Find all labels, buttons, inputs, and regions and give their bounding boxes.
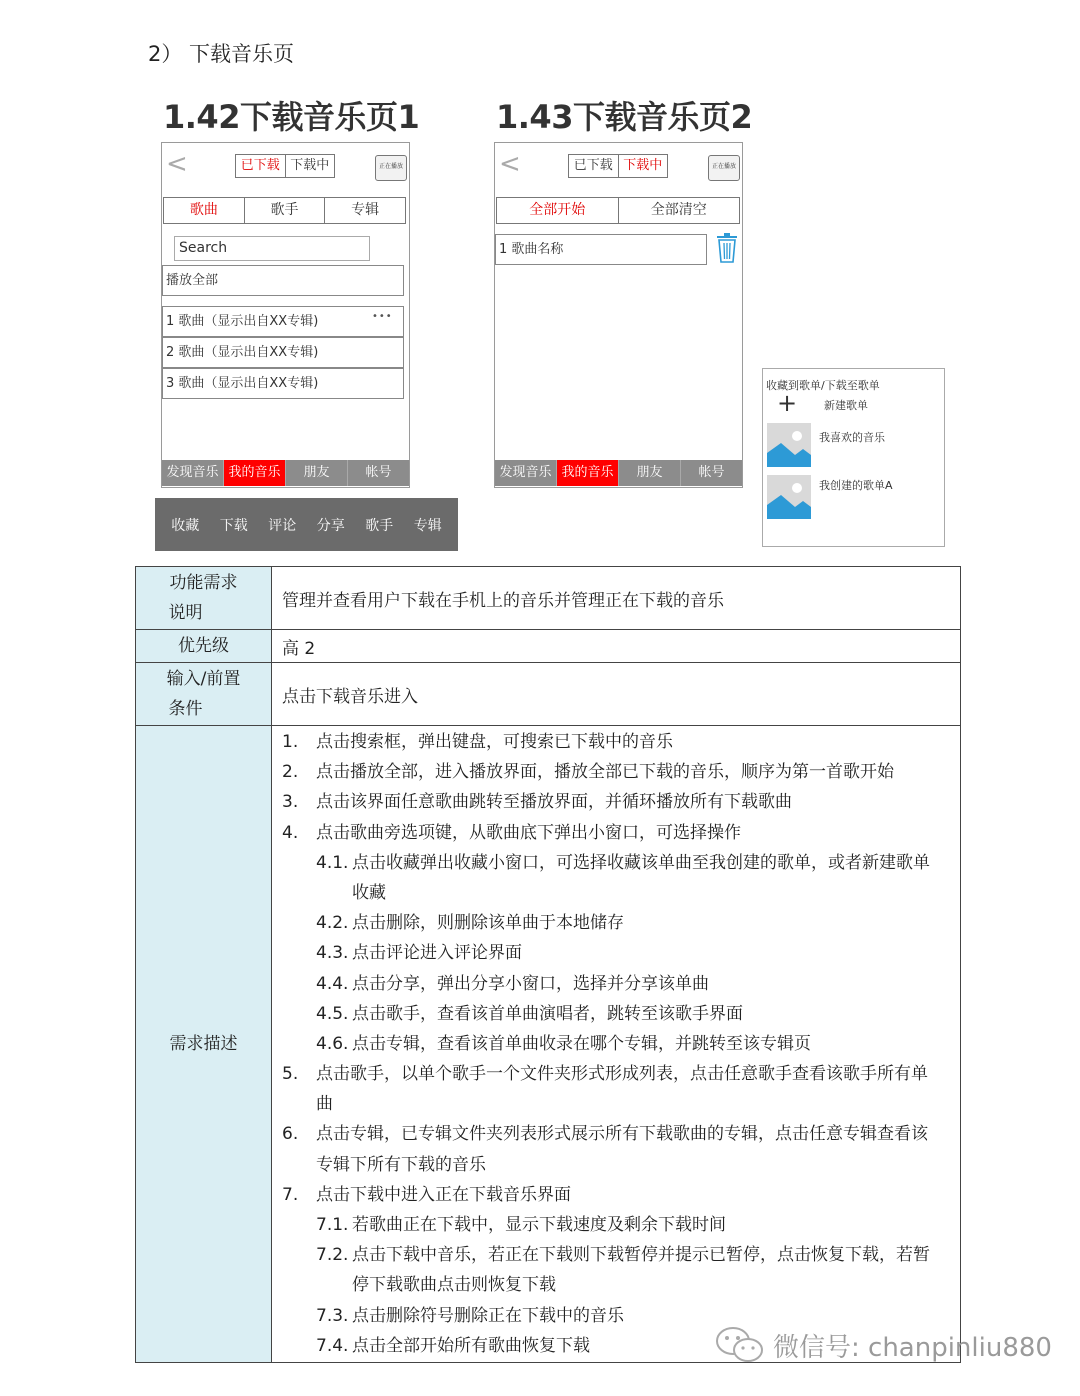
song-title: 3 歌曲（显示出自XX专辑) xyxy=(166,376,319,391)
collect-popup xyxy=(762,368,945,547)
trash-icon[interactable] xyxy=(716,233,738,267)
image-placeholder-icon xyxy=(767,475,811,519)
start-all-button[interactable]: 全部开始 xyxy=(529,202,586,218)
nav-discover[interactable]: 发现音乐 xyxy=(166,465,219,480)
plus-icon[interactable]: + xyxy=(777,389,798,417)
requirement-line xyxy=(282,727,959,757)
func-label xyxy=(136,567,272,630)
priority-value: 高 2 xyxy=(272,630,961,663)
song-title: 1 歌曲（显示出自XX专辑) xyxy=(166,314,319,329)
requirement-text: 点击删除，则删除该单曲于本地储存 xyxy=(352,913,624,934)
nav-my-music[interactable]: 我的音乐 xyxy=(223,460,285,486)
requirement-number: 4.3. xyxy=(316,943,349,964)
watermark xyxy=(715,1325,1052,1365)
label-line: 功能需求 xyxy=(169,573,238,593)
requirement-number: 4.4. xyxy=(316,973,349,994)
input-value: 点击下载音乐进入 xyxy=(272,663,961,726)
requirement-number: 7.2. xyxy=(316,1245,349,1266)
requirement-line xyxy=(282,1180,959,1210)
requirement-line xyxy=(282,1029,959,1059)
requirement-number: 6. xyxy=(282,1124,299,1145)
table-row xyxy=(136,726,961,1363)
requirement-number: 1. xyxy=(282,732,299,752)
action-favorite[interactable]: 收藏 xyxy=(171,517,200,534)
tab-songs[interactable]: 歌曲 xyxy=(189,202,218,218)
mock2-title: 1.43下载音乐页2 xyxy=(496,98,753,136)
nav-discover[interactable]: 发现音乐 xyxy=(499,465,552,480)
wechat-icon xyxy=(715,1325,765,1365)
requirement-text: 点击收藏弹出收藏小窗口，可选择收藏该单曲至我创建的歌单，或者新建歌单 xyxy=(352,852,930,873)
nav-account[interactable]: 帐号 xyxy=(680,460,742,486)
bottom-nav xyxy=(162,460,409,486)
func-value: 管理并查看用户下载在手机上的音乐并管理正在下载的音乐 xyxy=(272,567,961,630)
label-line: 说明 xyxy=(168,603,203,623)
back-icon[interactable]: < xyxy=(499,149,521,179)
tab-downloading[interactable]: 下载中 xyxy=(285,155,335,177)
requirement-line xyxy=(282,1150,959,1180)
requirement-text: 停下载歌曲点击则恢复下载 xyxy=(352,1275,556,1296)
back-icon[interactable]: < xyxy=(166,149,188,179)
requirement-text: 点击歌手，查看该首单曲演唱者，跳转至该歌手界面 xyxy=(352,1003,743,1024)
requirement-line xyxy=(282,878,959,908)
search-input[interactable]: Search xyxy=(174,236,370,261)
requirement-text: 点击播放全部，进入播放界面，播放全部已下载的音乐，顺序为第一首歌开始 xyxy=(316,762,894,783)
requirement-text: 点击下载中进入正在下载音乐界面 xyxy=(316,1184,571,1205)
song-row-2[interactable] xyxy=(162,337,404,368)
action-comment[interactable]: 评论 xyxy=(268,517,297,534)
requirement-number: 4.1. xyxy=(316,852,349,873)
spec-table xyxy=(135,566,961,1363)
input-label xyxy=(136,663,272,726)
requirement-line xyxy=(282,1059,959,1089)
bottom-nav xyxy=(495,460,742,486)
new-playlist-label[interactable]: 新建歌单 xyxy=(824,399,868,412)
requirement-line xyxy=(282,1240,959,1270)
song-title: 1 歌曲名称 xyxy=(499,242,564,257)
nav-account[interactable]: 帐号 xyxy=(347,460,409,486)
table-row xyxy=(136,567,961,630)
requirement-number: 3. xyxy=(282,792,299,813)
requirement-list xyxy=(282,727,959,1361)
tab-albums[interactable]: 专辑 xyxy=(324,198,405,223)
requirement-line xyxy=(282,848,959,878)
requirement-text: 曲 xyxy=(316,1094,333,1115)
image-placeholder-icon xyxy=(767,423,811,467)
nav-my-music[interactable]: 我的音乐 xyxy=(556,460,618,486)
requirement-line xyxy=(282,1270,959,1300)
more-options-icon[interactable]: ••• xyxy=(372,311,393,322)
download-segment xyxy=(235,154,335,178)
requirement-text: 点击专辑，查看该首单曲收录在哪个专辑，并跳转至该专辑页 xyxy=(352,1033,811,1054)
table-row xyxy=(136,663,961,726)
label-line: 输入/前置 xyxy=(166,669,241,689)
action-album[interactable]: 专辑 xyxy=(413,517,442,534)
song-action-bar xyxy=(155,498,458,551)
requirement-line xyxy=(282,969,959,999)
requirement-line xyxy=(282,999,959,1029)
label-line: 条件 xyxy=(168,699,203,719)
requirement-line xyxy=(282,1119,959,1149)
requirement-number: 2. xyxy=(282,762,299,783)
playlist-liked[interactable]: 我喜欢的音乐 xyxy=(819,431,885,444)
requirement-number: 4.6. xyxy=(316,1033,349,1054)
song-row-3[interactable] xyxy=(162,368,404,399)
playlist-created-a[interactable]: 我创建的歌单A xyxy=(819,479,893,492)
nav-friends[interactable]: 朋友 xyxy=(285,460,347,486)
action-download[interactable]: 下载 xyxy=(219,517,248,534)
song-title: 2 歌曲（显示出自XX专辑) xyxy=(166,345,319,360)
requirement-text: 点击全部开始所有歌曲恢复下载 xyxy=(352,1335,590,1356)
tab-downloaded[interactable]: 已下载 xyxy=(573,158,613,173)
clear-all-button[interactable]: 全部清空 xyxy=(618,198,740,223)
requirement-text: 点击删除符号删除正在下载中的音乐 xyxy=(352,1305,624,1326)
nav-friends[interactable]: 朋友 xyxy=(618,460,680,486)
requirement-text: 点击该界面任意歌曲跳转至播放界面，并循环播放所有下载歌曲 xyxy=(316,792,792,813)
requirement-text: 收藏 xyxy=(352,882,386,903)
action-artist[interactable]: 歌手 xyxy=(365,517,394,534)
section-title: 2） 下载音乐页 xyxy=(148,42,295,66)
now-playing-button[interactable]: 正在播放 xyxy=(708,155,740,181)
download-actions xyxy=(496,197,740,224)
requirement-text: 点击下载中音乐，若正在下载则下载暂停并提示已暂停，点击恢复下载，若暂 xyxy=(352,1245,930,1266)
popup-title: 收藏到歌单/下载至歌单 xyxy=(766,379,880,392)
requirement-line xyxy=(282,787,959,817)
desc-value xyxy=(272,726,961,1363)
requirement-number: 7.4. xyxy=(316,1335,349,1356)
requirement-number: 4.5. xyxy=(316,1003,349,1024)
requirement-number: 7. xyxy=(282,1184,299,1205)
requirement-line xyxy=(282,938,959,968)
requirement-text: 专辑下所有下载的音乐 xyxy=(316,1154,486,1175)
requirement-text: 点击歌曲旁选项键，从歌曲底下弹出小窗口，可选择操作 xyxy=(316,822,741,843)
requirement-line xyxy=(282,1210,959,1240)
requirement-text: 若歌曲正在下载中，显示下载速度及剩余下载时间 xyxy=(352,1215,726,1235)
category-tabs xyxy=(163,197,406,224)
mock1-title: 1.42下载音乐页1 xyxy=(163,98,420,136)
requirement-text: 点击专辑，已专辑文件夹列表形式展示所有下载歌曲的专辑，点击任意专辑查看该 xyxy=(316,1124,928,1145)
requirement-line xyxy=(282,908,959,938)
requirement-line xyxy=(282,757,959,787)
mock2-phone xyxy=(494,142,743,488)
tab-downloading[interactable]: 下载中 xyxy=(618,155,668,177)
requirement-text: 点击搜索框，弹出键盘，可搜索已下载中的音乐 xyxy=(316,732,673,752)
requirement-number: 4. xyxy=(282,822,299,843)
desc-label: 需求描述 xyxy=(136,726,272,1363)
requirement-number: 7.1. xyxy=(316,1215,349,1235)
action-share[interactable]: 分享 xyxy=(316,517,345,534)
requirement-line xyxy=(282,1089,959,1119)
requirement-text: 点击分享，弹出分享小窗口，选择并分享该单曲 xyxy=(352,973,709,994)
play-all-button[interactable]: 播放全部 xyxy=(162,265,404,296)
download-segment xyxy=(568,154,668,178)
downloading-song-row[interactable] xyxy=(495,234,707,265)
requirement-number: 4.2. xyxy=(316,913,349,934)
tab-artists[interactable]: 歌手 xyxy=(244,198,325,223)
requirement-text: 点击歌手，以单个歌手一个文件夹形式形成列表，点击任意歌手查看该歌手所有单 xyxy=(316,1064,928,1085)
watermark-text: 微信号: chanpinliu880 xyxy=(773,1332,1052,1363)
now-playing-button[interactable]: 正在播放 xyxy=(375,155,407,181)
song-row-1[interactable] xyxy=(162,306,404,337)
table-row xyxy=(136,630,961,663)
tab-downloaded[interactable]: 已下载 xyxy=(240,158,280,173)
priority-label: 优先级 xyxy=(136,630,272,663)
requirement-text: 点击评论进入评论界面 xyxy=(352,943,522,964)
requirement-line xyxy=(282,818,959,848)
requirement-number: 7.3. xyxy=(316,1305,349,1326)
mock1-phone xyxy=(161,142,410,488)
requirement-number: 5. xyxy=(282,1064,299,1085)
